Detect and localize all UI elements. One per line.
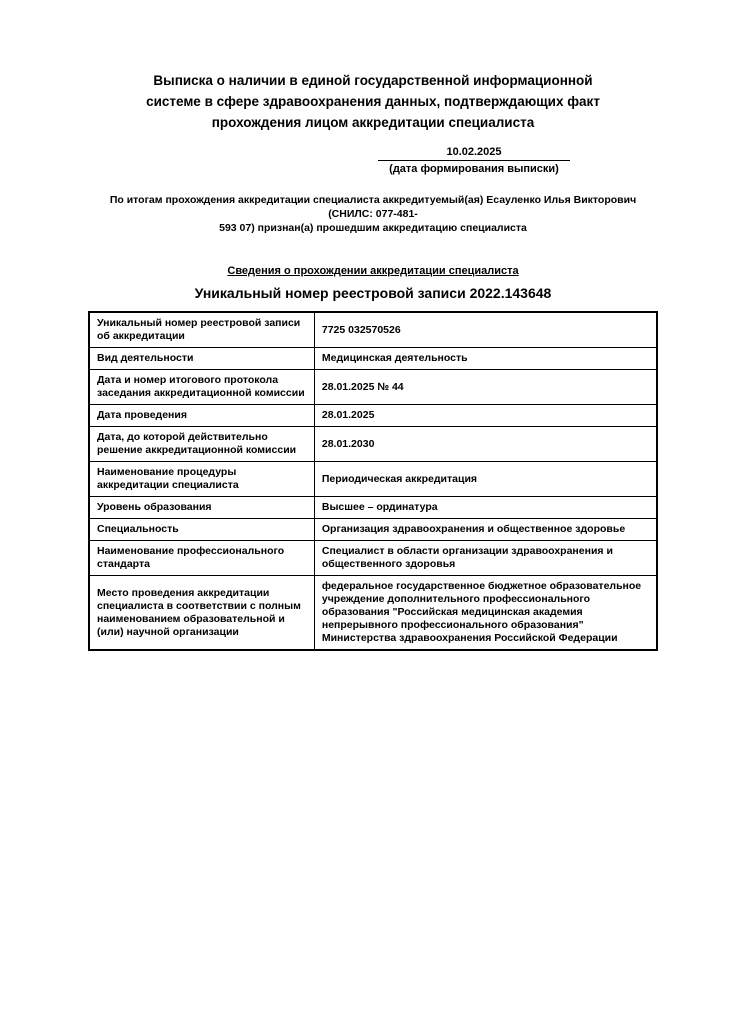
row-value: Медицинская деятельность <box>314 348 657 370</box>
table-row <box>89 576 657 651</box>
row-value: 28.01.2025 <box>314 405 657 427</box>
row-value: 28.01.2030 <box>314 427 657 462</box>
row-label: Вид деятельности <box>89 348 314 370</box>
row-label: Наименование профессионального стандарта <box>89 541 314 576</box>
intro-paragraph <box>88 193 658 235</box>
intro-line: По итогам прохождения аккредитации специалиста аккредитуемый(ая) Есауленко Илья Викторович (СНИЛС: 077-481- <box>109 194 637 220</box>
row-label: Дата, до которой действительно решение аккредитационной комиссии <box>89 427 314 462</box>
row-label: Уникальный номер реестровой записи об аккредитации <box>89 312 314 348</box>
document-title <box>88 70 658 133</box>
document-title-line: Выписка о наличии в единой государственной информационной <box>153 73 593 88</box>
row-label: Дата и номер итогового протокола заседания аккредитационной комиссии <box>89 370 314 405</box>
registry-number-heading: Уникальный номер реестровой записи 2022.143648 <box>194 285 552 301</box>
section-heading: Сведения о прохождении аккредитации специалиста <box>227 265 519 277</box>
table-row <box>89 427 657 462</box>
row-value: федеральное государственное бюджетное образовательное учреждение дополнительного профессионального образования "Российская медицинская академия непрерывного профессионального образования" Министерства здравоохранения Российской Федерации <box>314 576 657 651</box>
table-row <box>89 541 657 576</box>
document-title-line: прохождения лицом аккредитации специалиста <box>211 115 535 130</box>
issue-date-block <box>378 146 570 175</box>
document-title-line: системе в сфере здравоохранения данных, подтверждающих факт <box>146 94 600 109</box>
table-row <box>89 497 657 519</box>
row-value: Организация здравоохранения и общественное здоровье <box>314 519 657 541</box>
row-label: Наименование процедуры аккредитации специалиста <box>89 462 314 497</box>
row-label: Дата проведения <box>89 405 314 427</box>
table-row <box>89 370 657 405</box>
issue-date: 10.02.2025 <box>378 146 570 161</box>
row-value: Специалист в области организации здравоохранения и общественного здоровья <box>314 541 657 576</box>
row-value: 7725 032570526 <box>314 312 657 348</box>
table-row <box>89 462 657 497</box>
intro-line: 593 07) признан(а) прошедшим аккредитацию специалиста <box>219 222 527 234</box>
row-value: Периодическая аккредитация <box>314 462 657 497</box>
accreditation-table <box>88 311 658 651</box>
row-label: Уровень образования <box>89 497 314 519</box>
row-value: Высшее – ординатура <box>314 497 657 519</box>
table-row <box>89 348 657 370</box>
table-row <box>89 405 657 427</box>
row-value: 28.01.2025 № 44 <box>314 370 657 405</box>
row-label: Специальность <box>89 519 314 541</box>
table-row <box>89 519 657 541</box>
issue-date-caption: (дата формирования выписки) <box>389 163 559 175</box>
row-label: Место проведения аккредитации специалиста в соответствии с полным наименованием образовательной и (или) научной организации <box>89 576 314 651</box>
table-row <box>89 312 657 348</box>
